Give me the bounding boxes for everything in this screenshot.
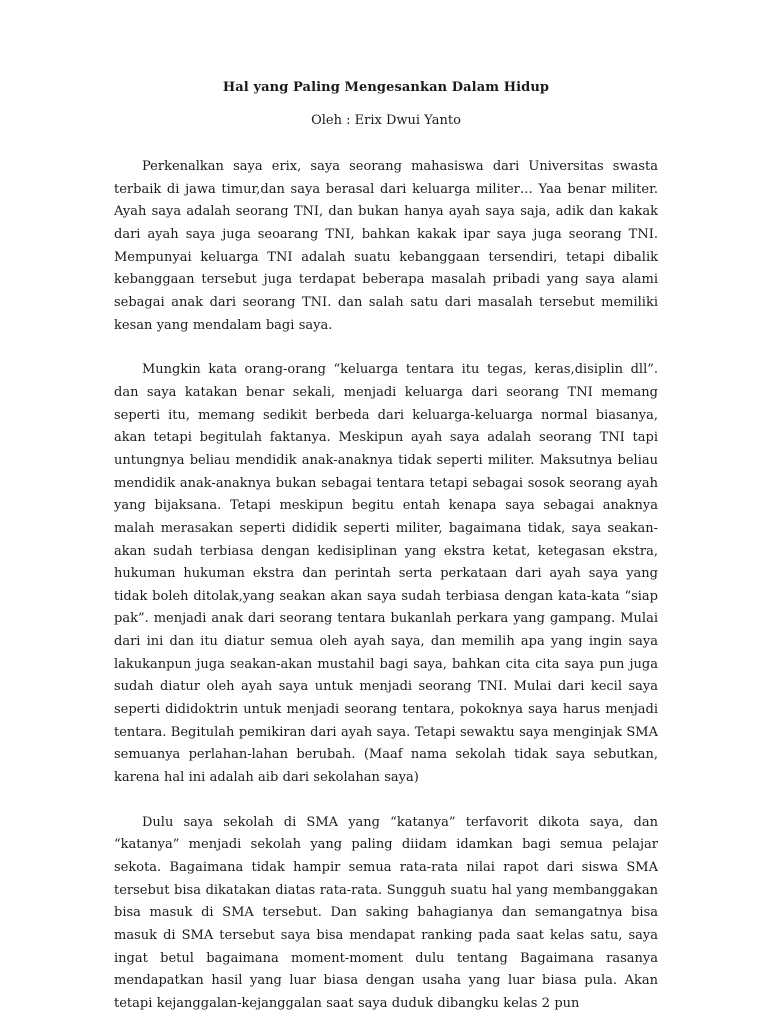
author-line: Oleh : Erix Dwui Yanto <box>311 113 461 128</box>
paragraph-3: Dulu saya sekolah di SMA yang “katanya” terfavorit dikota saya, dan “katanya” menjadi sekolah yang paling diidam idamkan bagi semua pelajar sekota. Bagaimana tidak hampir semua rata-rata nilai rapot dari siswa SMA tersebut bisa dikatakan diatas rata-rata. Sungguh suatu hal yang membanggakan bisa masuk di SMA tersebut. Dan saking bahagianya dan semangatnya bisa masuk di SMA tersebut saya bisa mendapat ranking pada saat kelas satu, saya ingat betul bagaimana moment-moment dulu tentang Bagaimana rasanya mendapatkan hasil yang luar biasa dengan usaha yang luar biasa pula. Akan tetapi kejanggalan-kejanggalan saat saya duduk dibangku kelas 2 pun <box>114 814 658 1011</box>
document-body <box>114 156 658 1016</box>
paragraph-1: Perkenalkan saya erix, saya seorang mahasiswa dari Universitas swasta terbaik di jawa timur,dan saya berasal dari keluarga militer… Yaa benar militer. Ayah saya adalah seorang TNI, dan bukan hanya ayah saya saja, adik dan kakak dari ayah saya juga seoarang TNI, bahkan kakak ipar saya juga seorang TNI. Mempunyai keluarga TNI adalah suatu kebanggaan tersendiri, tetapi dibalik kebanggaan tersebut juga terdapat beberapa masalah pribadi yang saya alami sebagai anak dari seorang TNI. dan salah satu dari masalah tersebut memiliki kesan yang mendalam bagi saya. <box>114 159 658 333</box>
document-title: Hal yang Paling Mengesankan Dalam Hidup <box>222 80 550 95</box>
paragraph-2: Mungkin kata orang-orang “keluarga tentara itu tegas, keras,disiplin dll”. dan saya katakan benar sekali, menjadi keluarga dari seorang TNI memang seperti itu, memang sedikit berbeda dari keluarga-keluarga normal biasanya, akan tetapi begitulah faktanya. Meskipun ayah saya adalah seorang TNI tapi untungnya beliau mendidik anak-anaknya tidak seperti militer. Maksutnya beliau mendidik anak-anaknya bukan sebagai tentara tetapi sebagai sosok seorang ayah yang bijaksana. Tetapi meskipun begitu entah kenapa saya sebagai anaknya malah merasakan seperti dididik seperti militer, bagaimana tidak, saya seakan-akan sudah terbiasa dengan kedisiplinan yang ekstra ketat, ketegasan ekstra, hukuman hukuman ekstra dan perintah serta perkataan dari ayah saya yang tidak boleh ditolak,yang seakan akan saya sudah terbiasa dengan kata-kata “siap pak”. menjadi anak dari seorang tentara bukanlah perkara yang gampang. Mulai dari ini dan itu diatur semua oleh ayah saya, dan memilih apa yang ingin saya lakukanpun juga seakan-akan mustahil bagi saya, bahkan cita cita saya pun juga sudah diatur oleh ayah saya untuk menjadi seorang TNI. Mulai dari kecil saya seperti dididoktrin untuk menjadi seorang tentara, pokoknya saya harus menjadi tentara. Begitulah pemikiran dari ayah saya. Tetapi sewaktu saya menginjak SMA semuanya perlahan-lahan berubah. (Maaf nama sekolah tidak saya sebutkan, karena hal ini adalah aib dari sekolahan saya) <box>114 362 658 786</box>
